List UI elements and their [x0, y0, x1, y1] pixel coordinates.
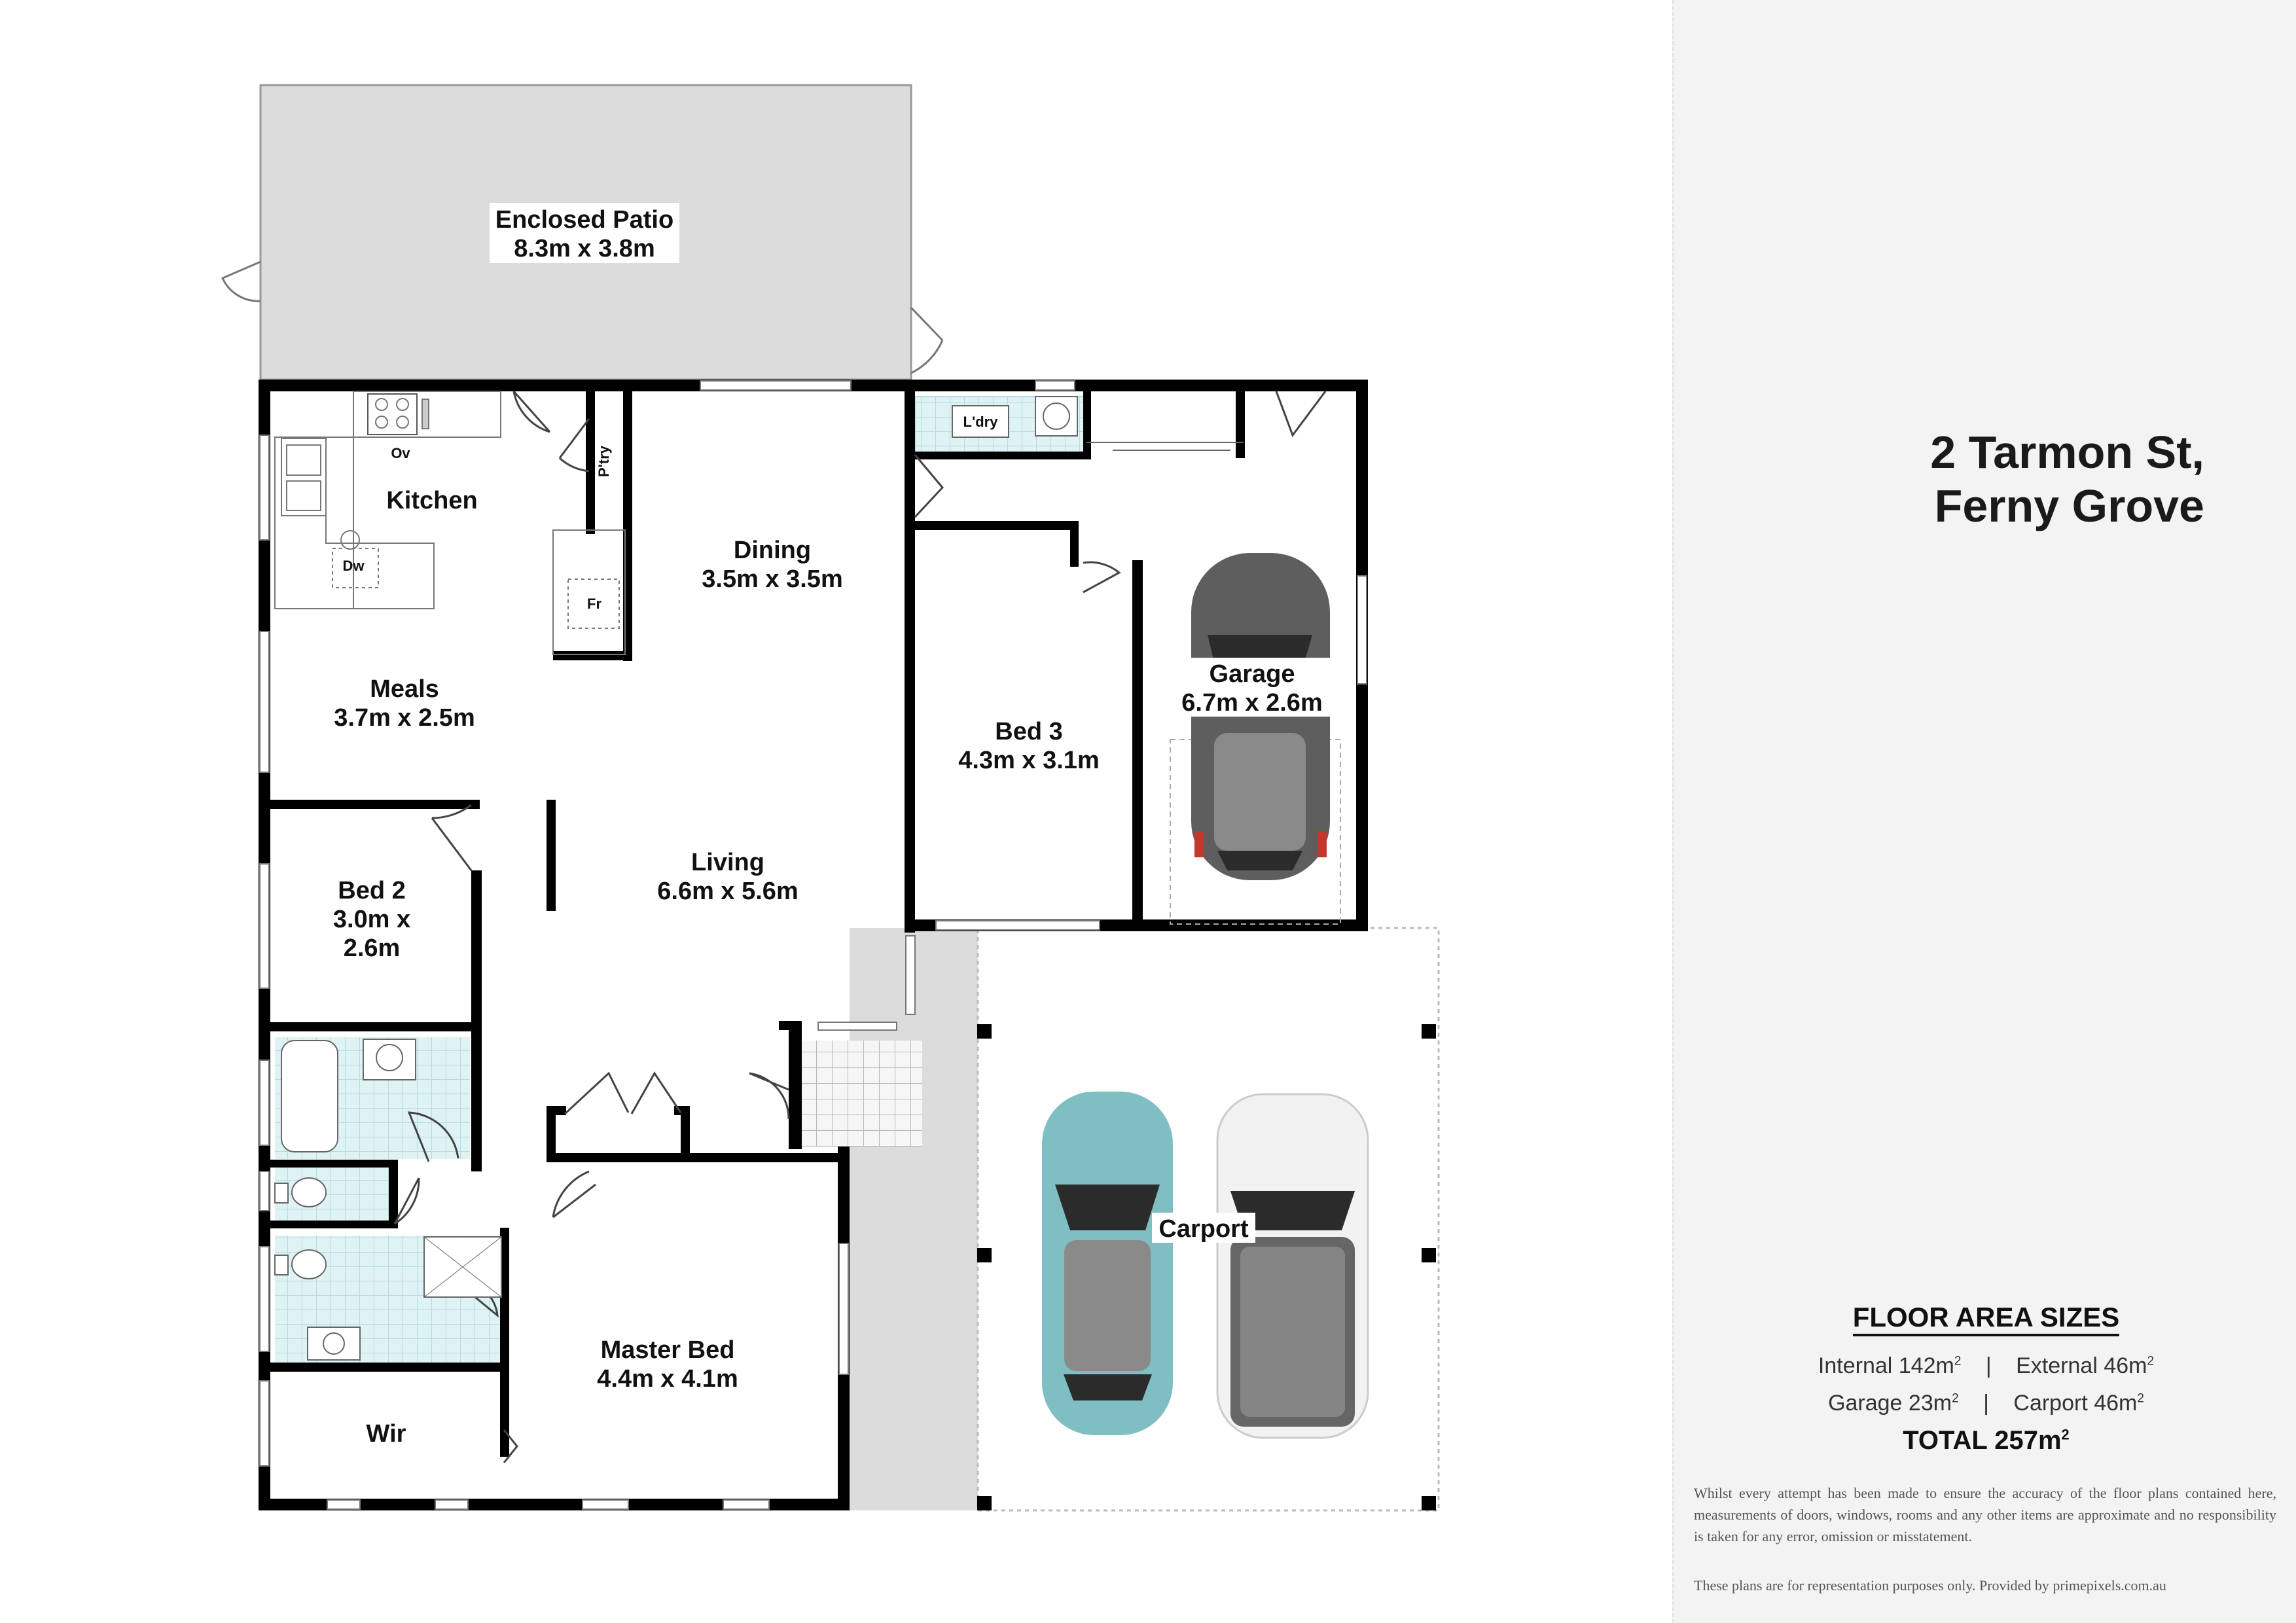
- floor-area-row-1: [1674, 1346, 2296, 1382]
- patio-name: Enclosed Patio: [495, 206, 674, 234]
- carport-car-teal-icon: [1042, 1092, 1173, 1435]
- floor-area-sizes: [1674, 1302, 2296, 1455]
- carport-area: Carport $46m^2$: [2013, 1390, 2144, 1416]
- patio-dims: 8.3m x 3.8m: [514, 235, 655, 262]
- address-line2: Ferny Grove: [1934, 480, 2204, 531]
- garage-area: Garage $23m^2$: [1828, 1390, 1959, 1416]
- separator: |: [1985, 1353, 1992, 1379]
- patio-door-left-icon: [223, 262, 260, 301]
- dining-name: Dining: [733, 537, 812, 564]
- garage-name: Garage: [1209, 660, 1295, 688]
- bed3-name: Bed 3: [995, 718, 1063, 745]
- carport-car-white-icon: [1217, 1094, 1368, 1438]
- driveway: [850, 928, 978, 1510]
- patio-door-right-icon: [911, 308, 942, 373]
- entry-porch-tiles: [802, 1041, 922, 1147]
- dishwasher-label: Dw: [342, 558, 365, 574]
- address-line1: 2 Tarmon St,: [1930, 427, 2204, 478]
- carport-name: Carport: [1158, 1215, 1249, 1243]
- disclaimer-text: Whilst every attempt has been made to ensure the accuracy of the floor plans contained here, measurements of doors, windows, rooms and any other items are approximate and no responsibility is taken for any error, omission or misstatement.: [1694, 1485, 2276, 1544]
- laundry-label: L'dry: [963, 414, 998, 430]
- provider-credit: These plans are for representation purposes only. Provided by primepixels.com.au: [1694, 1577, 2166, 1594]
- meals-name: Meals: [370, 675, 439, 703]
- living-name: Living: [691, 849, 764, 876]
- garage-dims: 6.7m x 2.6m: [1181, 689, 1323, 717]
- garage-car-icon: [1170, 553, 1340, 924]
- bed2-dims: 3.0m x: [332, 906, 411, 933]
- kitchen-name: Kitchen: [386, 487, 478, 514]
- dining-dims: 3.5m x 3.5m: [702, 565, 843, 593]
- external-area: External $46m^2$: [2016, 1353, 2155, 1379]
- info-panel: [1672, 0, 2296, 1623]
- master-dims: 4.4m x 4.1m: [597, 1365, 738, 1393]
- total-area: TOTAL $257m^2$: [1903, 1425, 2070, 1455]
- bed3-dims: 4.3m x 3.1m: [958, 747, 1100, 774]
- kitchen-fixtures: [275, 391, 625, 654]
- bed2-name: Bed 2: [338, 877, 406, 904]
- floor-area-heading: FLOOR AREA SIZES: [1853, 1302, 2120, 1336]
- bed2-dims2: 2.6m: [343, 935, 401, 962]
- separator: |: [1983, 1390, 1989, 1416]
- living-dims: 6.6m x 5.6m: [657, 878, 798, 905]
- meals-dims: 3.7m x 2.5m: [334, 704, 475, 732]
- property-address: [1930, 425, 2204, 533]
- oven-label: Ov: [391, 445, 410, 461]
- fridge-label: Fr: [587, 596, 601, 612]
- floor-area-row-2: [1674, 1382, 2296, 1419]
- internal-area: Internal $142m^2$: [1818, 1353, 1962, 1379]
- master-name: Master Bed: [600, 1336, 735, 1364]
- pantry-label: P'try: [596, 445, 612, 478]
- wir-name: Wir: [366, 1420, 406, 1448]
